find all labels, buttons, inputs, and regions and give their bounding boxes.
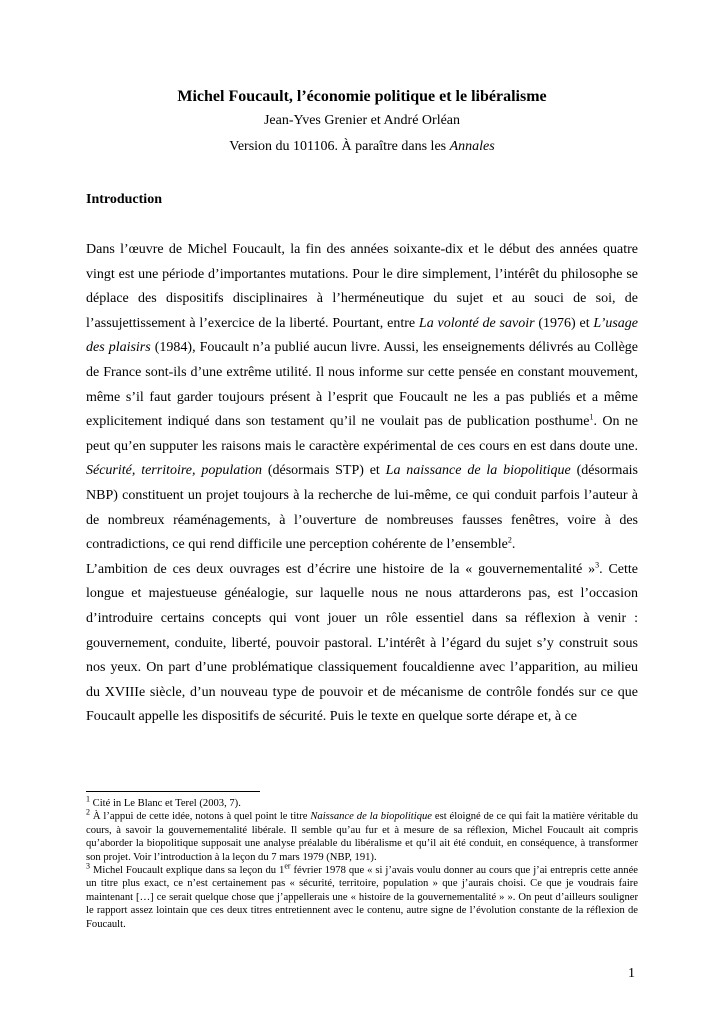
paper-title: Michel Foucault, l’économie politique et le libéralisme (177, 88, 547, 105)
book-title: Naissance de la biopolitique (310, 811, 432, 823)
footnote-3 (86, 861, 638, 931)
footnote-text: Michel Foucault explique dans sa leçon du 1 (90, 865, 285, 877)
footnote-text: février 1978 que « si j’avais voulu donner au cours que j’ai entrepris cette année un titre plus exact, ce n’est certainement pas « sécurité, territoire, population » que j’aurais choisi. Ce que je voudrais faire maintenant […] ce serait quelque chose que j’appellerais une « histoire de la gouvernementalité » ». On peut d’ailleurs souligner le rapport assez lointain que ces deux titres entretiennent avec le contenu, autre signe de l’évolution constante de la réflexion de Foucault. (86, 865, 638, 930)
footnote-text: À l’appui de cette idée, notons à quel point le titre (90, 811, 311, 823)
book-title: Sécurité, territoire, population (86, 463, 263, 479)
paragraph-1 (86, 238, 638, 558)
footnotes (86, 794, 638, 931)
text-run: L’ambition de ces deux ouvrages est d’écrire une histoire de la « gouvernementalité » (86, 561, 596, 577)
footnote-1 (86, 794, 638, 810)
text-run: (1976) et (534, 315, 594, 331)
footnote-text: est éloigné de ce qui fait la matière véritable du cours, à savoir la gouvernementalité libérale. Il semble qu’au fur et à mesure de sa réflexion, Michel Foucault ait compris qu’aborder la biopolitique supposait une analyse préalable du libéralisme et qu’il ait été conduit, en conséquence, à transformer son projet. Voir l’introduction à la leçon du 7 mars 1979 (NBP, 191). (86, 811, 638, 863)
footnote-number: 2 (86, 807, 90, 817)
footnote-2 (86, 807, 638, 864)
footnote-ref-3[interactable]: 3 (595, 560, 600, 570)
footnote-separator (86, 791, 260, 792)
book-title: L’usage des plaisirs (86, 315, 638, 356)
journal-name: Annales (449, 139, 495, 154)
version-line (0, 138, 724, 156)
paragraph-2 (86, 558, 638, 730)
body-text (86, 238, 638, 730)
text-run: (1984), Foucault n’a publié aucun livre. Aussi, les enseignements délivrés au Collège de France sont-ils d’une extrême utilité. Il nous informe sur cette pensée en constant mouvement, même s’il faut garder toujours présent à l’esprit que Foucault ne les a pas publiés et a même explicitement indiqué dans son testament qu’il ne voulait pas de publication posthume (86, 340, 638, 430)
text-run: . On ne peut qu’en supputer les raisons mais le caractère expérimental de ces cours en est dans doute une. (86, 414, 638, 454)
paper-authors: Jean-Yves Grenier et André Orléan (263, 113, 461, 128)
text-run: Dans l’œuvre de Michel Foucault, la fin des années soixante-dix et le début des années quatre vingt est une période d’importantes mutations. Pour le dire simplement, l’intérêt du philosophe se déplace des dispositifs disciplinaires à l’herméneutique du sujet et au souci de soi, de l’assujettissement à l’exercice de la liberté. Pourtant, entre (86, 242, 638, 331)
text-run: (désormais STP) et (262, 463, 386, 479)
text-run: . (511, 537, 516, 553)
book-title: La volonté de savoir (418, 315, 535, 331)
section-heading: Introduction (86, 192, 162, 207)
footnote-text: Cité in Le Blanc et Terel (2003, 7). (90, 798, 241, 809)
text-run: (désormais NBP) constituent un projet toujours à la recherche de lui-même, ce qui conduit parfois l’auteur à de nombreux réaménagements, à l’ouverture de nombreuses fausses fenêtres, voire à des contradictions, ce qui rend difficile une perception cohérente de l’ensemble (86, 463, 638, 553)
book-title: La naissance de la biopolitique (385, 463, 571, 479)
version-text: Version du 101106. À paraître dans les (229, 139, 450, 154)
footnote-ref-1[interactable]: 1 (589, 412, 594, 422)
text-run: . Cette longue et majestueuse généalogie, sur laquelle nous ne nous attarderons pas, est l’occasion d’introduire certains concepts qui vont jouer un rôle essentiel dans sa réflexion à venir : gouvernement, conduite, liberté, pouvoir pastoral. L’intérêt à l’égard du sujet s’y construit sous nos yeux. On part d’une problématique classiquement foucaldienne avec l’apparition, au milieu du XVIIIe siècle, d’un nouveau type de pouvoir et de mécanisme de contrôle fondés sur ce que Foucault appelle les dispositifs de sécurité. Puis le texte en quelque sorte dérape et, à ce (86, 561, 639, 725)
page-number: 1 (628, 966, 635, 981)
footnote-number: 1 (86, 794, 90, 804)
ordinal-suffix: er (284, 861, 291, 871)
footnote-ref-2[interactable]: 2 (507, 535, 512, 545)
footnote-number: 3 (86, 861, 90, 871)
